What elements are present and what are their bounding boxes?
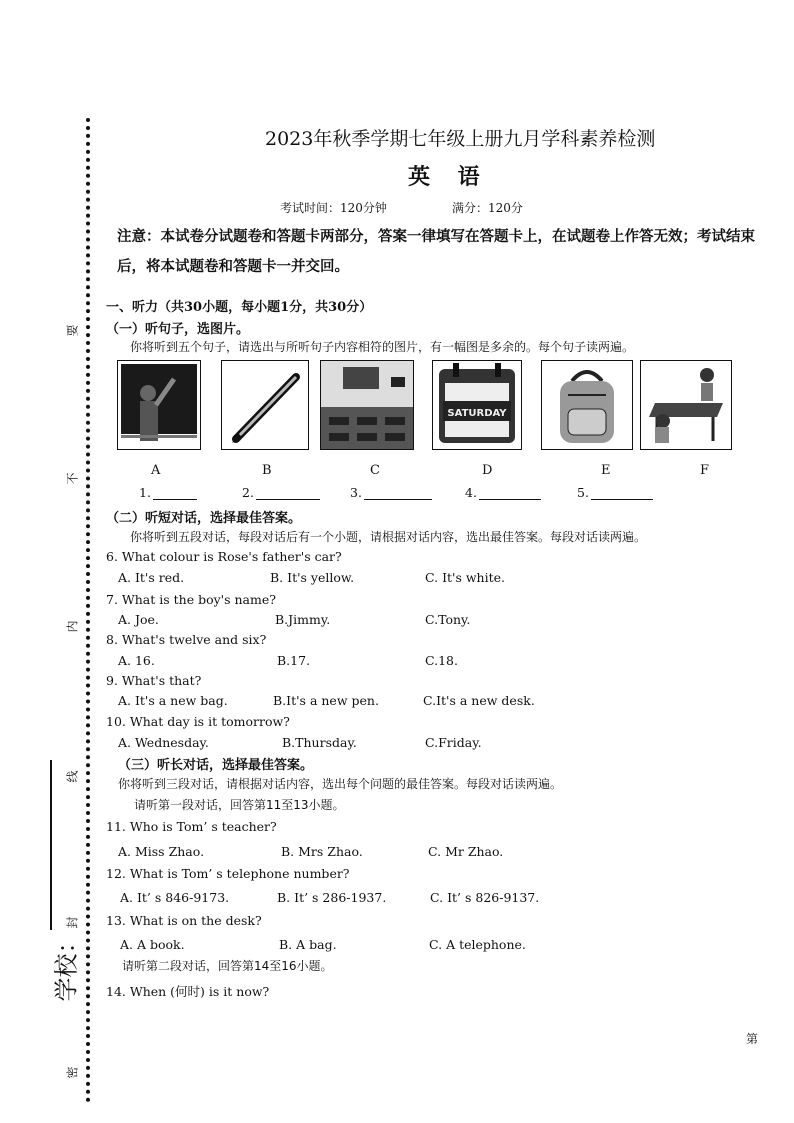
- margin-char-3: 内: [65, 620, 80, 633]
- q9-option-c[interactable]: C.It's a new desk.: [423, 693, 535, 708]
- picture-label-e: E: [601, 463, 611, 478]
- question-14: 14. When (何时) is it now?: [106, 984, 270, 999]
- question-10: 10. What day is it tomorrow?: [106, 714, 290, 729]
- exam-notice: 注意：本试卷分试题卷和答题卡两部分，答案一律填写在答题卡上，在试题卷上作答无效；考试结束后，将本试题卷和答题卡一并交回。: [117, 228, 755, 275]
- exam-time: 考试时间：120分钟: [280, 201, 387, 215]
- answer-blank-3[interactable]: 3.: [350, 485, 432, 500]
- classroom-icon: [321, 361, 413, 449]
- picture-a-teacher: [117, 360, 201, 450]
- margin-char-1: 要: [65, 324, 80, 337]
- q11-option-a[interactable]: A. Miss Zhao.: [118, 844, 205, 859]
- picture-label-f: F: [700, 463, 710, 478]
- q13-option-c[interactable]: C. A telephone.: [429, 937, 526, 952]
- q12-option-b[interactable]: B. It’ s 286-1937.: [277, 890, 387, 905]
- answer-blank-5[interactable]: 5.: [577, 485, 653, 500]
- q10-option-c[interactable]: C.Friday.: [425, 735, 482, 750]
- q13-option-a[interactable]: A. A book.: [120, 937, 185, 952]
- q7-option-a[interactable]: A. Joe.: [118, 612, 159, 627]
- margin-char-4: 线: [65, 770, 80, 783]
- calendar-icon: [433, 361, 521, 449]
- q13-option-b[interactable]: B. A bag.: [279, 937, 337, 952]
- teacher-blackboard-icon: [118, 361, 200, 449]
- question-13: 13. What is on the desk?: [106, 913, 262, 928]
- answer-blank-2[interactable]: 2.: [242, 485, 320, 500]
- q8-option-b[interactable]: B.17.: [277, 653, 311, 668]
- q12-option-a[interactable]: A. It’ s 846-9173.: [120, 890, 230, 905]
- part-2-instruction: 你将听到五段对话，每段对话后有一个小题，请根据对话内容，选出最佳答案。每段对话读两遍。: [130, 530, 647, 544]
- exam-title: 2023年秋季学期七年级上册九月学科素养检测: [265, 128, 656, 150]
- q7-option-c[interactable]: C.Tony.: [425, 612, 471, 627]
- school-blank-line: [50, 760, 52, 930]
- q11-option-c[interactable]: C. Mr Zhao.: [428, 844, 504, 859]
- calendar-day-label: SATURDAY: [447, 408, 507, 419]
- picture-label-c: C: [370, 463, 380, 478]
- question-9: 9. What's that?: [106, 673, 202, 688]
- q9-option-a[interactable]: A. It's a new bag.: [118, 693, 228, 708]
- q9-option-b[interactable]: B.It's a new pen.: [273, 693, 379, 708]
- margin-char-2: 不: [65, 472, 80, 485]
- picture-b-pen: [221, 360, 309, 450]
- q12-option-c[interactable]: C. It’ s 826-9137.: [430, 890, 540, 905]
- schoolbag-icon: [542, 361, 632, 449]
- picture-label-a: A: [151, 463, 161, 478]
- binding-dotted-line: [86, 118, 90, 1103]
- picture-d-calendar: [432, 360, 522, 450]
- question-8: 8. What's twelve and six?: [106, 632, 267, 647]
- q6-option-b[interactable]: B. It's yellow.: [270, 570, 355, 585]
- section-1-heading: 一、听力（共30小题，每小题1分，共30分）: [106, 300, 373, 315]
- part-2-heading: （二）听短对话，选择最佳答案。: [106, 511, 302, 526]
- q6-option-c[interactable]: C. It's white.: [425, 570, 505, 585]
- q8-option-c[interactable]: C.18.: [425, 653, 458, 668]
- question-7: 7. What is the boy's name?: [106, 592, 276, 607]
- answer-blank-4[interactable]: 4.: [465, 485, 541, 500]
- answer-blank-1[interactable]: 1.: [139, 485, 197, 500]
- q10-option-b[interactable]: B.Thursday.: [282, 735, 357, 750]
- part-3-instruction: 你将听到三段对话，请根据对话内容，选出每个问题的最佳答案。每段对话读两遍。: [118, 777, 563, 791]
- table-tennis-icon: [641, 361, 731, 449]
- page-mark: 第: [746, 1032, 759, 1046]
- picture-e-schoolbag: [541, 360, 633, 450]
- margin-char-5: 封: [65, 916, 80, 929]
- full-score: 满分：120分: [452, 201, 523, 215]
- picture-label-d: D: [482, 463, 493, 478]
- picture-c-classroom: [320, 360, 414, 450]
- part-3-heading: （三）听长对话，选择最佳答案。: [118, 758, 314, 773]
- part-1-heading: （一）听句子，选图片。: [106, 322, 250, 337]
- school-label: 学校：: [52, 929, 81, 1002]
- q8-option-a[interactable]: A. 16.: [118, 653, 155, 668]
- part-1-instruction: 你将听到五个句子，请选出与所听句子内容相符的图片，有一幅图是多余的。每个句子读两遍。: [130, 340, 635, 354]
- question-12: 12. What is Tom’ s telephone number?: [106, 866, 350, 881]
- pen-icon: [222, 361, 308, 449]
- part-3-sub-2: 请听第二段对话，回答第14至16小题。: [122, 959, 333, 973]
- picture-f-table-tennis: [640, 360, 732, 450]
- picture-label-b: B: [262, 463, 272, 478]
- question-6: 6. What colour is Rose's father's car?: [106, 549, 342, 564]
- margin-char-6: 密: [65, 1066, 80, 1079]
- q7-option-b[interactable]: B.Jimmy.: [275, 612, 331, 627]
- q6-option-a[interactable]: A. It's red.: [118, 570, 185, 585]
- q11-option-b[interactable]: B. Mrs Zhao.: [281, 844, 363, 859]
- question-11: 11. Who is Tom’ s teacher?: [106, 819, 277, 834]
- part-3-sub-1: 请听第一段对话，回答第11至13小题。: [134, 798, 345, 812]
- q10-option-a[interactable]: A. Wednesday.: [118, 735, 209, 750]
- subject-title: 英 语: [408, 164, 490, 190]
